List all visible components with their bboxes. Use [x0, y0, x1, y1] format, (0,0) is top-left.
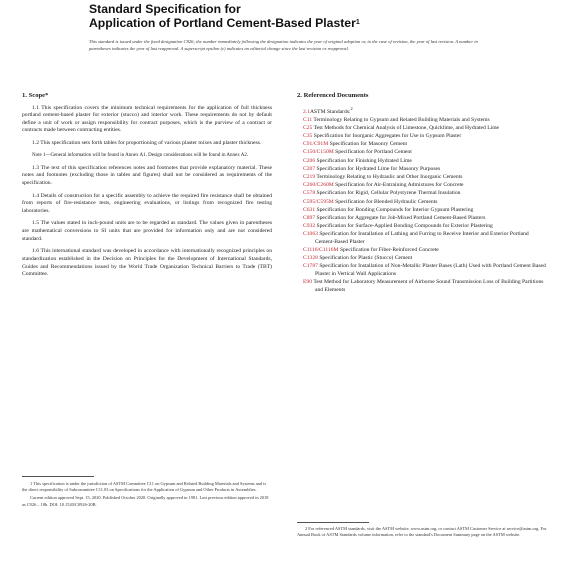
reference-title: Test Method for Laboratory Measurement of Airborne Sound Transmission Loss of Building Partitions and Elements [312, 279, 544, 293]
reference-item[interactable] [297, 247, 549, 255]
reference-code-link[interactable]: C897 [303, 214, 316, 221]
reference-code-link[interactable]: C1063 [303, 231, 318, 238]
reference-item[interactable] [297, 133, 549, 141]
title-line-2: Application of Portland Cement-Based Plaster [89, 16, 356, 30]
footnote-mark: 2 [350, 105, 353, 111]
scope-paragraphs [22, 105, 272, 148]
reference-title: Specification for Portland Cement [333, 149, 412, 156]
reference-item[interactable] [297, 263, 549, 278]
reference-code-link[interactable]: C11 [303, 116, 313, 123]
reference-code-link[interactable]: C1116/C1116M [303, 247, 339, 254]
reference-code-link[interactable]: C1787 [303, 263, 318, 270]
paragraph: 1.1 This specification covers the minimum technical requirements for the application of full thickness portland cement-based plaster for exterior (stucco) and interior work. These requirements do not by default define a unit of work or assign responsibility for contract purposes, which is the purview of a contract or contracts made between contracting entities. [22, 104, 272, 134]
scope-note-text: Note 1—General information will be found in Annex A1. Design considerations will be found in Annex A2. [32, 152, 249, 158]
reference-item[interactable] [297, 199, 549, 207]
reference-list [297, 105, 549, 295]
reference-item[interactable] [297, 231, 549, 246]
reference-item[interactable] [297, 207, 549, 215]
paragraph: 1.5 The values stated in inch-pound units are to be regarded as standard. The values given in parentheses are mathematical conversions to SI units that are provided for information only and are not considered standard. [22, 220, 272, 242]
footnotes-left [22, 481, 272, 510]
reference-code-link[interactable]: C35 [303, 133, 313, 140]
scope-heading: 1. Scope* [22, 92, 49, 99]
footnote: 1 This specification is under the jurisdiction of ASTM Committee C11 on Gypsum and Related Building Materials and Systems and is the direct responsibility of Subcommittee C11.03 on Specifications for the Application of Gypsum and Other Products in Assemblies. [22, 481, 267, 493]
paragraph: 1.6 This international standard was developed in accordance with internationally recognized principles on standardization established in the Decision on Principles for the Development of International Standards, Guides and Recommendations issued by the World Trade Organization Technical Barriers to Trade (TBT) Committee. [22, 248, 272, 278]
scope-paragraphs-continued [22, 165, 272, 279]
reference-item[interactable] [297, 158, 549, 166]
reference-title: Specification for Installation of Lathing and Furring to Receive Interior and Exterior Portland Cement-Based Plaster [315, 231, 529, 245]
reference-title: Specification for Air-Entraining Admixtures for Concrete [333, 182, 464, 189]
reference-code-link[interactable]: C25 [303, 124, 313, 131]
reference-item[interactable] [297, 174, 549, 182]
footnotes-right [297, 526, 549, 540]
reference-item[interactable] [297, 190, 549, 198]
reference-title: Specification for Blended Hydraulic Cements [333, 198, 438, 205]
reference-title: Specification for Bonding Compounds for Interior Gypsum Plastering [315, 206, 474, 213]
reference-code-link[interactable]: C150/C150M [303, 149, 334, 156]
paragraph: 1.2 This specification sets forth tables for proportioning of various plaster mixes and plaster thickness. [32, 140, 262, 147]
reference-title: Terminology Relating to Hydraulic and Other Inorganic Cements [315, 173, 463, 180]
reference-title: Specification for Aggregate for Job-Mixed Portland Cement-Based Plasters [315, 214, 486, 221]
reference-title: Specification for Surface-Applied Bonding Compounds for Exterior Plastering [315, 223, 493, 230]
reference-code-link[interactable]: C260/C260M [303, 182, 334, 189]
designation-notice: This standard is issued under the fixed designation C926; the number immediately following the designation indicates the year of original adoption or, in the case of revision, the year of last revision. A number in parentheses indicates the year of last reapproval. A superscript epsilon (ε) indicates an editorial change since the last revision or reapproval. [89, 39, 478, 51]
footnote-divider-left [22, 476, 94, 477]
reference-code-link[interactable]: C206 [303, 157, 316, 164]
reference-item[interactable] [297, 215, 549, 223]
reference-item[interactable] [297, 105, 549, 116]
scope-note [22, 153, 272, 160]
reference-title: Specification for Inorganic Aggregates for Use in Gypsum Plaster [312, 133, 462, 140]
footnote: 2 For referenced ASTM standards, visit the ASTM website, www.astm.org, or contact ASTM Customer Service at service@astm.org. For Annual Book of ASTM Standards volume information, refer to the standard's Document Summary page on the ASTM website. [297, 526, 547, 538]
reference-title: Specification for Finishing Hydrated Lime [315, 157, 412, 164]
paragraph: 1.3 The text of this specification references notes and footnotes that provide explanatory material. These notes and footnotes (excluding those in tables and figures) shall not be considered as requirements of the specification. [22, 164, 272, 186]
reference-item[interactable] [297, 182, 549, 190]
reference-item[interactable] [297, 279, 549, 294]
footnote: Current edition approved Sept. 15, 2020. Published October 2020. Originally approved in 1981. Last previous edition approved in 2018 as C926 – 18b. DOI: 10.1520/C0926-20B. [22, 495, 269, 507]
left-column [22, 92, 272, 284]
reference-item[interactable] [297, 149, 549, 157]
reference-item[interactable] [297, 223, 549, 231]
paragraph: 1.4 Details of construction for a specific assembly to achieve the required fire resistance shall be obtained from reports of fire-resistance tests, engineering evaluations, or listings from recognized fire testing laboratories. [22, 192, 272, 214]
reference-title: Specification for Plastic (Stucco) Cement [317, 255, 413, 262]
reference-item[interactable] [297, 166, 549, 174]
reference-code-link[interactable]: C1328 [303, 255, 318, 262]
reference-code-link[interactable]: C595/C595M [303, 198, 334, 205]
right-column [297, 92, 549, 295]
title-footnote-mark: 1 [355, 19, 360, 26]
reference-title: Terminology Relating to Gypsum and Related Building Materials and Systems [312, 116, 490, 123]
footnote-divider-right [297, 522, 369, 523]
reference-code-link[interactable]: C219 [303, 173, 316, 180]
reference-code-link[interactable]: E90 [303, 279, 313, 286]
reference-title: ASTM Standards: [310, 108, 351, 115]
reference-title: Specification for Installation of Non-Metallic Plaster Bases (Lath) Used with Portland Cement Based Plaster in Vertical Wall Applications [315, 263, 546, 278]
reference-title: Specification for Masonry Cement [328, 141, 408, 148]
reference-item[interactable] [297, 141, 549, 149]
reference-title: Specification for Hydrated Lime for Masonry Purposes [315, 165, 441, 172]
reference-title: Specification for Rigid, Cellular Polystyrene Thermal Insulation [315, 190, 461, 197]
reference-code-link[interactable]: C91/C91M [303, 141, 329, 148]
reference-code-link[interactable]: 2.1 [303, 108, 310, 115]
document-title [89, 2, 509, 30]
reference-title: Test Methods for Chemical Analysis of Limestone, Quicklime, and Hydrated Lime [312, 124, 500, 131]
reference-code-link[interactable]: C207 [303, 165, 316, 172]
reference-code-link[interactable]: C578 [303, 190, 316, 197]
reference-title: Specification for Fiber-Reinforced Concrete [338, 247, 439, 254]
reference-code-link[interactable]: C932 [303, 223, 316, 230]
reference-item[interactable] [297, 117, 549, 125]
reference-item[interactable] [297, 125, 549, 133]
reference-item[interactable] [297, 255, 549, 263]
title-line-1: Standard Specification for [89, 2, 241, 16]
reference-code-link[interactable]: C631 [303, 206, 316, 213]
referenced-documents-heading: 2. Referenced Documents [297, 92, 369, 99]
